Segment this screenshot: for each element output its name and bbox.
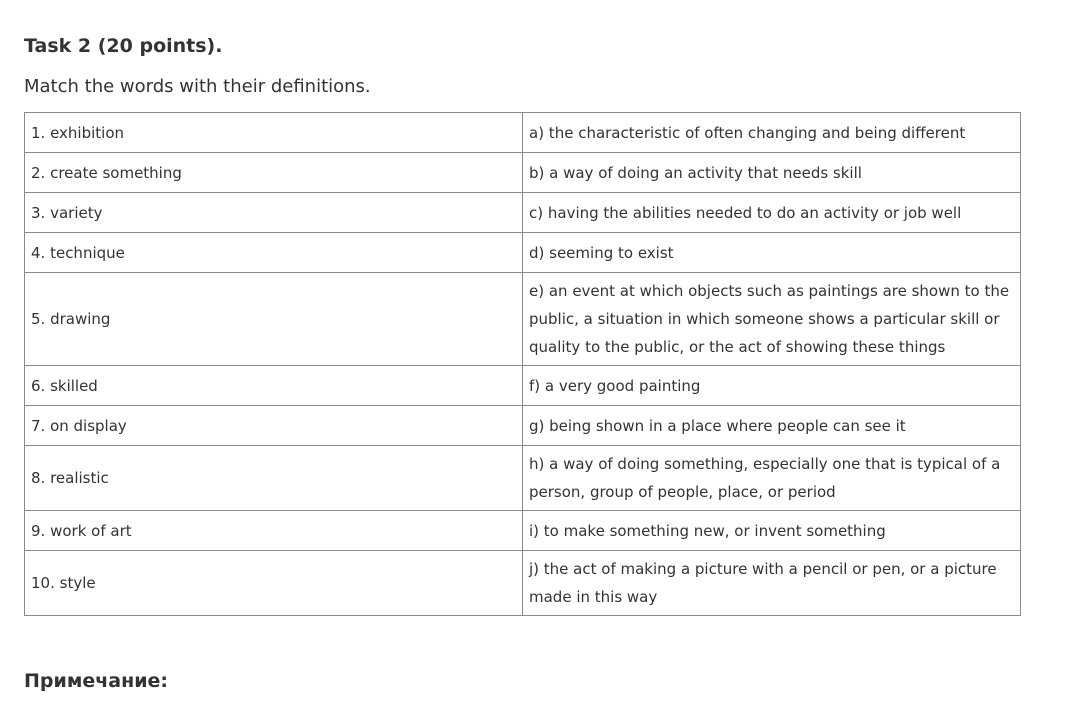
definition-cell: i) to make something new, or invent something [523,511,1021,551]
task-title: Task 2 (20 points). [24,35,223,57]
table-row [25,511,1021,551]
definition-cell: j) the act of making a picture with a pencil or pen, or a picture made in this way [523,551,1021,616]
word-cell: 5. drawing [25,273,523,366]
word-cell: 3. variety [25,193,523,233]
table-row [25,551,1021,616]
word-cell: 4. technique [25,233,523,273]
table-row [25,366,1021,406]
matching-table [24,112,1021,616]
definition-cell: d) seeming to exist [523,233,1021,273]
table-row [25,406,1021,446]
table-row [25,153,1021,193]
word-cell: 6. skilled [25,366,523,406]
word-cell: 1. exhibition [25,113,523,153]
table-row [25,446,1021,511]
word-cell: 10. style [25,551,523,616]
word-cell: 9. work of art [25,511,523,551]
instruction-text: Match the words with their definitions. [24,76,371,97]
table-row [25,113,1021,153]
word-cell: 8. realistic [25,446,523,511]
word-cell: 7. on display [25,406,523,446]
definition-cell: a) the characteristic of often changing and being different [523,113,1021,153]
definition-cell: h) a way of doing something, especially one that is typical of a person, group of people, place, or period [523,446,1021,511]
word-cell: 2. create something [25,153,523,193]
definition-cell: c) having the abilities needed to do an activity or job well [523,193,1021,233]
note-label: Примечание: [24,670,169,692]
definition-cell: f) a very good painting [523,366,1021,406]
definition-cell: b) a way of doing an activity that needs skill [523,153,1021,193]
definition-cell: g) being shown in a place where people can see it [523,406,1021,446]
definition-cell: e) an event at which objects such as paintings are shown to the public, a situation in which someone shows a particular skill or quality to the public, or the act of showing these things [523,273,1021,366]
table-row [25,273,1021,366]
table-row [25,193,1021,233]
table-row [25,233,1021,273]
